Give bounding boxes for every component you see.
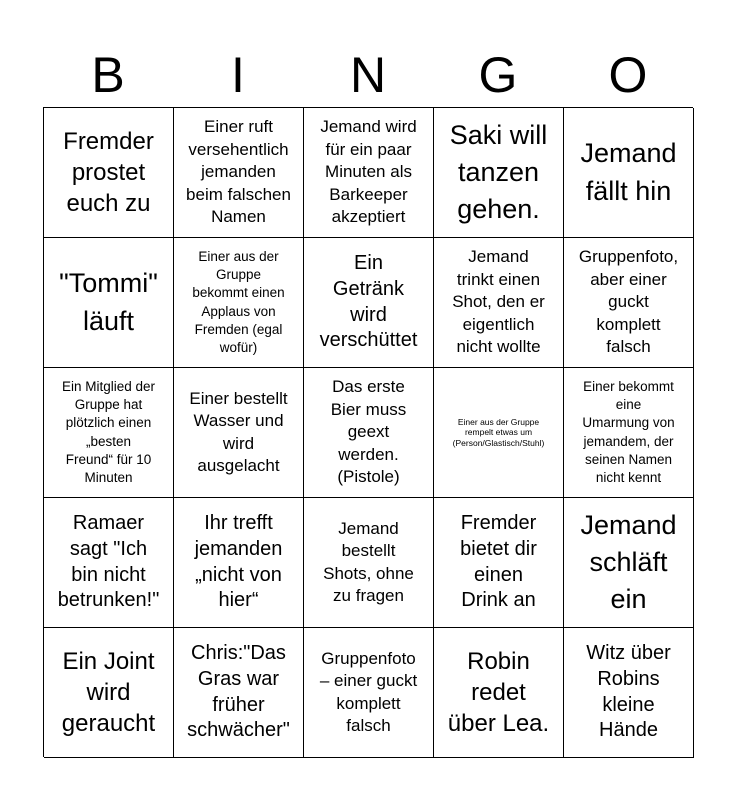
- bingo-cell-text: Jemand trinkt einen Shot, den er eigentlich nicht wollte: [452, 247, 545, 357]
- header-letter-b: B: [91, 47, 125, 103]
- header-letter-i: I: [231, 47, 245, 103]
- bingo-cell[interactable]: [564, 628, 694, 758]
- bingo-cell[interactable]: [174, 368, 304, 498]
- bingo-cell-text: "Tommi" läuft: [59, 268, 158, 336]
- bingo-cell[interactable]: [304, 108, 434, 238]
- bingo-cell[interactable]: [304, 238, 434, 368]
- bingo-cell-text: Jemand schläft ein: [580, 509, 677, 615]
- bingo-cell-text: Ramaer sagt "Ich bin nicht betrunken!": [57, 512, 160, 612]
- bingo-cell[interactable]: [434, 368, 564, 498]
- bingo-cell[interactable]: [434, 238, 564, 368]
- bingo-cell-text: Ein Mitglied der Gruppe hat plötzlich einen „besten Freund“ für 10 Minuten: [61, 378, 156, 485]
- bingo-cell-text: Fremder bietet dir einen Drink an: [460, 512, 537, 612]
- bingo-cell-text: Ein Getränk wird verschüttet: [319, 252, 418, 352]
- bingo-cell-text: Chris:"Das Gras war früher schwächer": [187, 642, 290, 742]
- header-letter-n: N: [349, 47, 387, 103]
- bingo-cell[interactable]: [564, 368, 694, 498]
- bingo-cell-text: Ein Joint wird geraucht: [61, 647, 156, 738]
- bingo-cell-text: Gruppenfoto – einer guckt komplett falsch: [319, 648, 418, 735]
- bingo-cell-text: Einer bekommt eine Umarmung von jemandem, der seinen Namen nicht kennt: [582, 378, 675, 485]
- bingo-cell-text: Gruppenfoto, aber einer guckt komplett falsch: [578, 247, 679, 357]
- bingo-cell-text: Robin redet über Lea.: [447, 647, 550, 738]
- header-letter-o: O: [608, 47, 648, 103]
- bingo-cell[interactable]: [434, 498, 564, 628]
- bingo-cell-text: Einer ruft versehentlich jemanden beim falschen Namen: [186, 117, 291, 227]
- bingo-cell-text: Einer aus der Gruppe bekommt einen Applaus von Fremden (egal wofür): [192, 248, 285, 355]
- bingo-cell[interactable]: [304, 368, 434, 498]
- bingo-cell[interactable]: [564, 498, 694, 628]
- bingo-cell[interactable]: [174, 498, 304, 628]
- bingo-cell[interactable]: [304, 498, 434, 628]
- bingo-cell[interactable]: [564, 238, 694, 368]
- bingo-cell-text: Einer bestellt Wasser und wird ausgelacht: [189, 388, 288, 475]
- bingo-cell[interactable]: [434, 108, 564, 238]
- bingo-cell[interactable]: [44, 498, 174, 628]
- bingo-cell-text: Das erste Bier muss geext werden. (Pistole): [330, 377, 407, 487]
- bingo-cell-text: Ihr trefft jemanden „nicht von hier“: [194, 512, 283, 612]
- bingo-cell-text: Jemand fällt hin: [580, 138, 677, 206]
- bingo-cell[interactable]: [44, 238, 174, 368]
- bingo-cell[interactable]: [44, 108, 174, 238]
- bingo-cell-text: Einer aus der Gruppe rempelt etwas um (Person/Glastisch/Stuhl): [452, 416, 545, 448]
- bingo-cell-text: Jemand bestellt Shots, ohne zu fragen: [323, 518, 414, 605]
- bingo-header: [43, 44, 693, 106]
- bingo-cell-text: Saki will tanzen gehen.: [449, 119, 548, 225]
- bingo-cell[interactable]: [44, 368, 174, 498]
- bingo-cell-text: Fremder prostet euch zu: [63, 127, 154, 218]
- bingo-cell[interactable]: [434, 628, 564, 758]
- bingo-cell[interactable]: [174, 108, 304, 238]
- bingo-cell[interactable]: [174, 628, 304, 758]
- bingo-cell-text: Jemand wird für ein paar Minuten als Barkeeper akzeptiert: [320, 117, 417, 227]
- bingo-cell[interactable]: [44, 628, 174, 758]
- bingo-cell-text: Witz über Robins kleine Hände: [586, 642, 671, 742]
- bingo-cell[interactable]: [564, 108, 694, 238]
- bingo-cell[interactable]: [174, 238, 304, 368]
- bingo-cell[interactable]: [304, 628, 434, 758]
- header-letter-g: G: [478, 47, 518, 103]
- bingo-grid: [43, 107, 693, 757]
